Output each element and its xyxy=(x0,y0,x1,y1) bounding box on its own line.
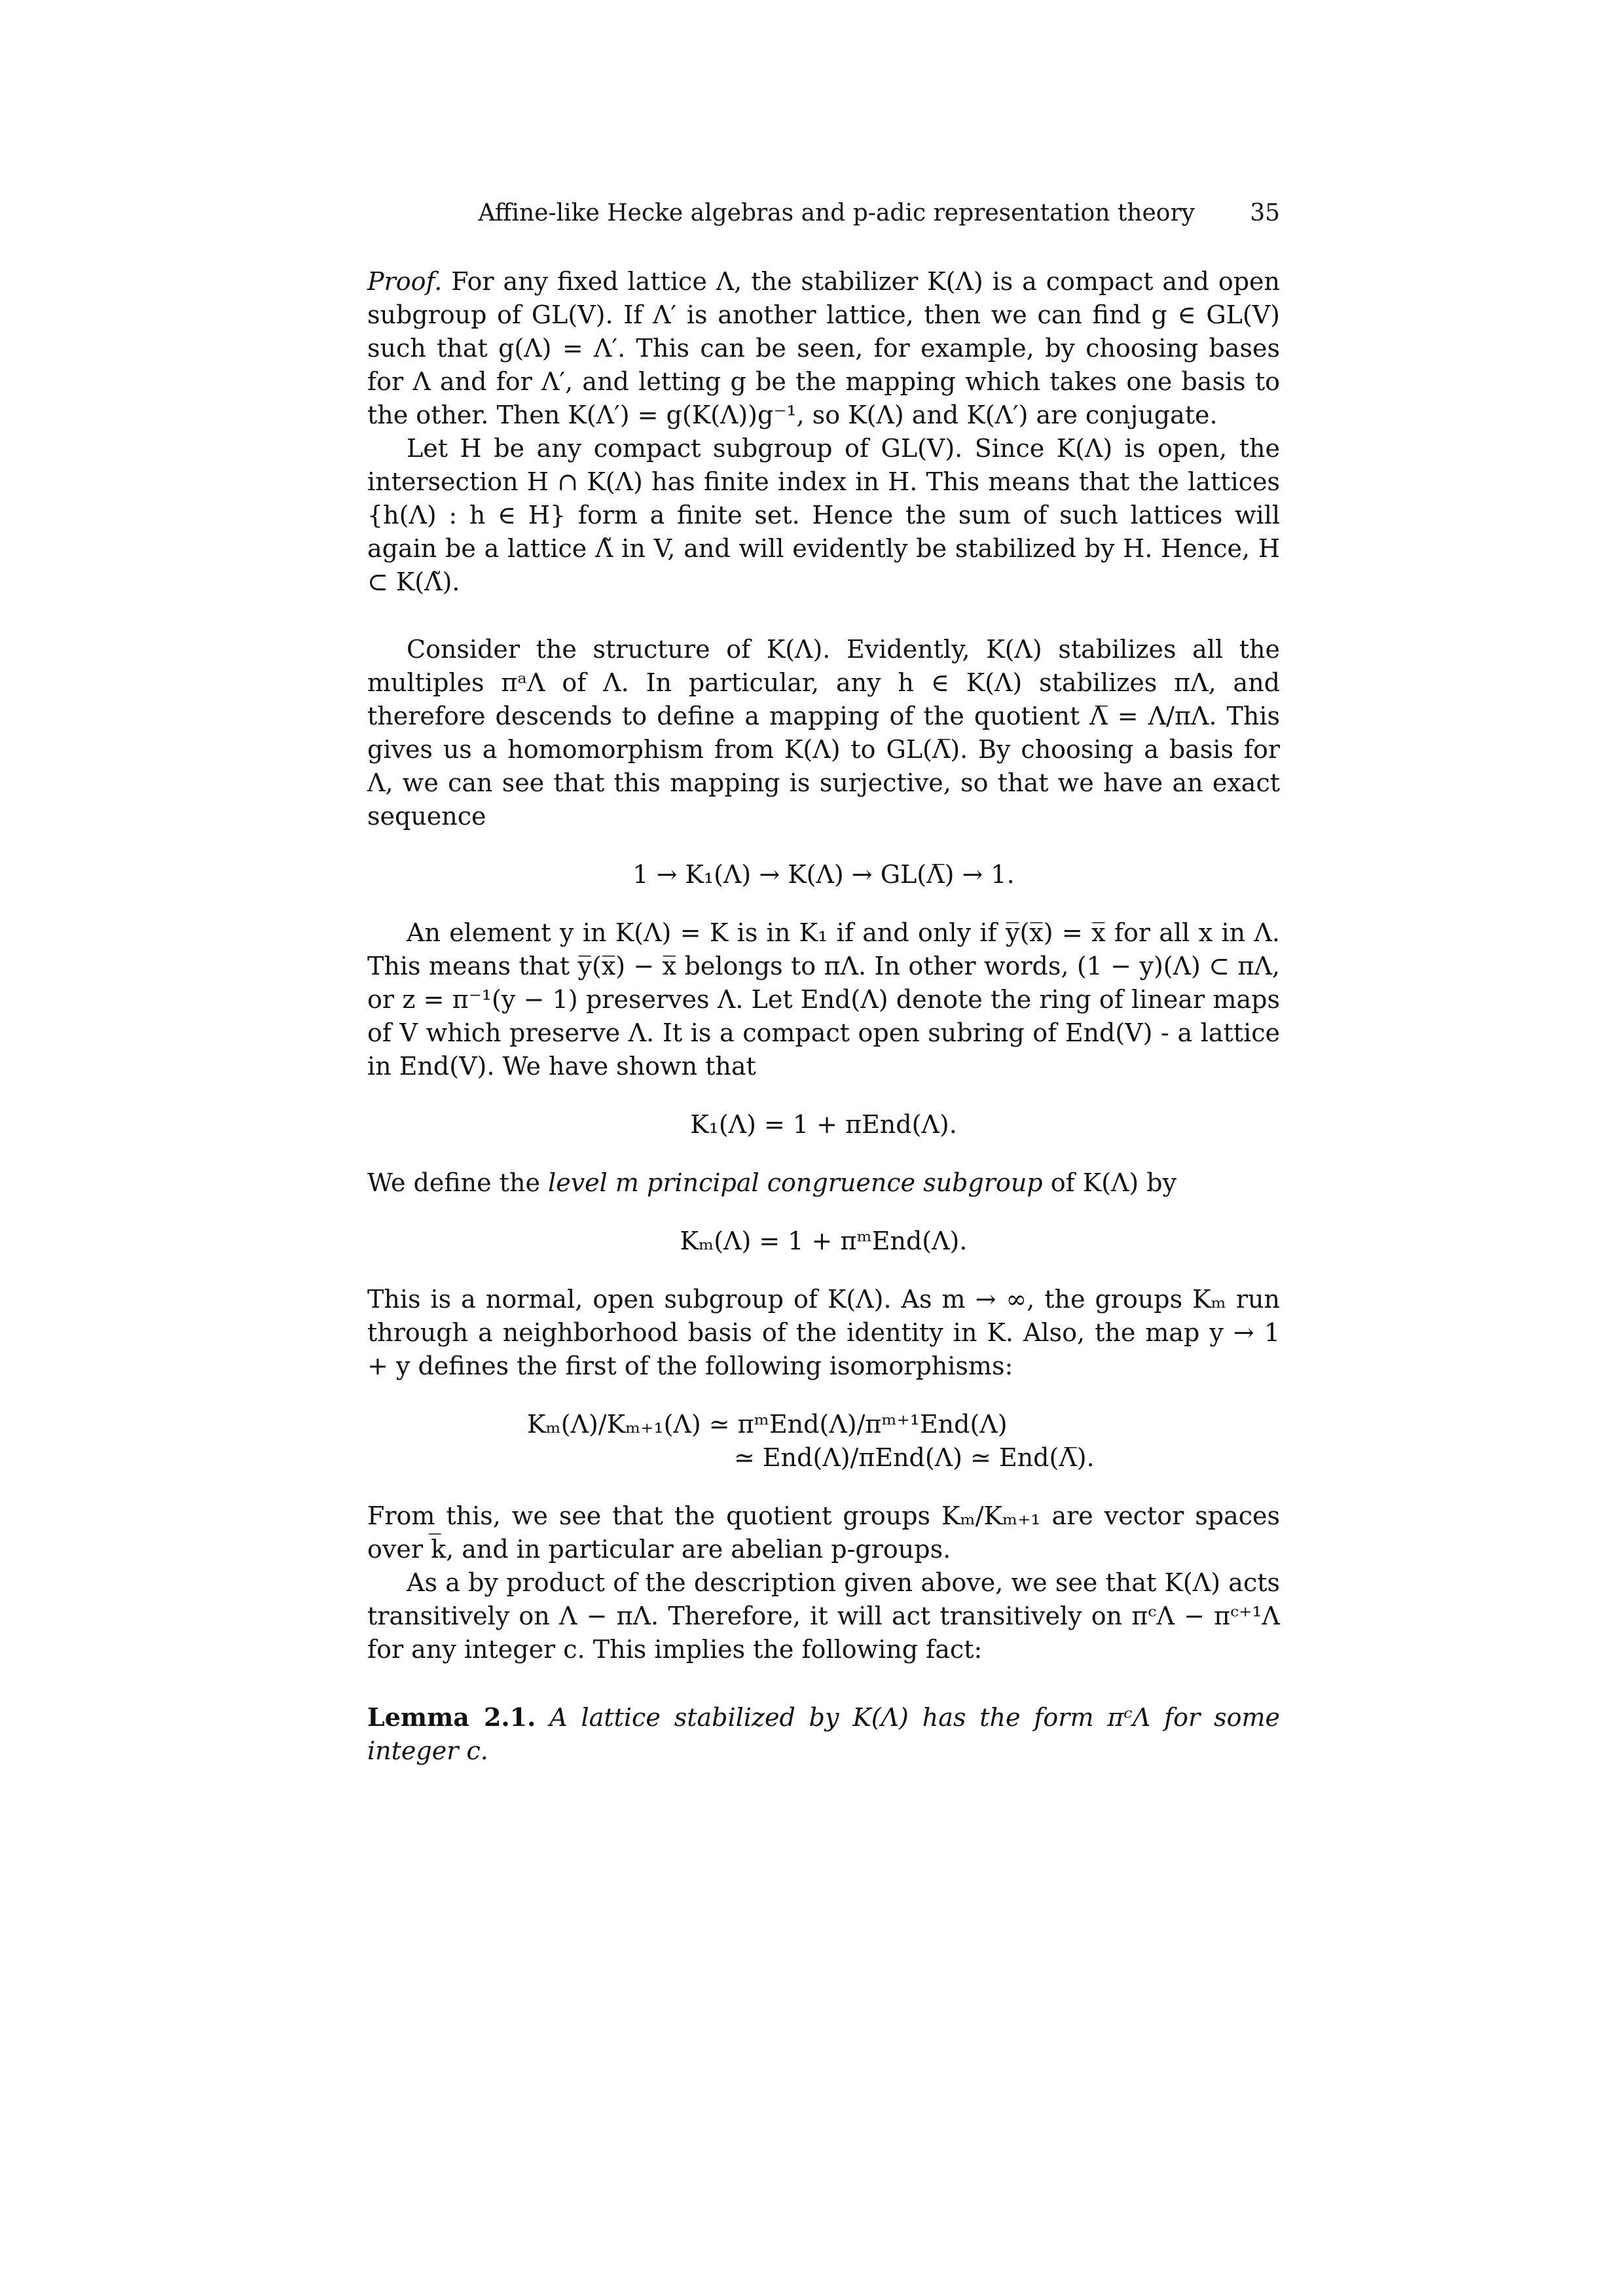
definition-term: level m principal congruence subgroup xyxy=(548,1168,1043,1197)
k1-equation: K₁(Λ) = 1 + πEnd(Λ). xyxy=(690,1110,957,1139)
lemma-paragraph xyxy=(367,1700,1280,1768)
byproduct-paragraph: As a by product of the description given above, we see that K(Λ) acts transitively on Λ − πΛ. Therefore, it will act transitively on πᶜΛ − πᶜ⁺¹Λ for any integer c. This implies the following fact: xyxy=(367,1568,1280,1664)
proof-paragraph xyxy=(367,265,1280,432)
quotient-paragraph: From this, we see that the quotient groups Kₘ/Kₘ₊₁ are vector spaces over k̅, and in particular are abelian p-groups. xyxy=(367,1501,1280,1564)
lemma-text: A lattice stabilized by K(Λ) has the form πᶜΛ for some integer c. xyxy=(367,1703,1280,1765)
page-number: 35 xyxy=(1250,200,1280,226)
isomorphism-line-2: ≃ End(Λ)/πEnd(Λ) ≃ End(Λ̅). xyxy=(734,1443,1095,1472)
km-equation: Kₘ(Λ) = 1 + πᵐEnd(Λ). xyxy=(680,1227,968,1255)
proof-label: Proof. xyxy=(367,267,443,296)
page xyxy=(367,200,1280,1768)
isomorphism-line-1: Kₘ(Λ)/Kₘ₊₁(Λ) ≃ πᵐEnd(Λ)/πᵐ⁺¹End(Λ) xyxy=(527,1410,1008,1439)
isomorphism-equation xyxy=(367,1408,1280,1475)
exact-sequence-equation: 1 → K₁(Λ) → K(Λ) → GL(Λ̅) → 1. xyxy=(632,860,1015,889)
definition-paragraph xyxy=(367,1166,1280,1200)
compact-subgroup-paragraph: Let H be any compact subgroup of GL(V). Since K(Λ) is open, the intersection H ∩ K(Λ) has finite index in H. This means that the lattices {h(Λ) : h ∈ H} form a finite set. Hence the sum of such lattices will again be a lattice Λ̃ in V, and will evidently be stabilized by H. Hence, H ⊂ K(Λ̃). xyxy=(367,434,1280,596)
definition-before: We define the xyxy=(367,1168,549,1197)
running-title: Affine-like Hecke algebras and p-adic representation theory xyxy=(478,200,1195,226)
definition-after: of K(Λ) by xyxy=(1042,1168,1177,1197)
proof-text: For any fixed lattice Λ, the stabilizer K(Λ) is a compact and open subgroup of GL(V). If Λ′ is another lattice, then we can find g ∈ GL(V) such that g(Λ) = Λ′. This can be seen, for example, by choosing bases for Λ and for Λ′, and letting g be the mapping which takes one basis to the other. Then K(Λ′) = g(K(Λ))g⁻¹, so K(Λ) and K(Λ′) are conjugate. xyxy=(367,267,1280,429)
structure-paragraph: Consider the structure of K(Λ). Evidently, K(Λ) stabilizes all the multiples πᵃΛ of Λ. In particular, any h ∈ K(Λ) stabilizes πΛ, and therefore descends to define a mapping of the quotient Λ̅ = Λ/πΛ. This gives us a homomorphism from K(Λ) to GL(Λ̅). By choosing a basis for Λ, we can see that this mapping is surjective, so that we have an exact sequence xyxy=(367,635,1280,831)
element-paragraph: An element y in K(Λ) = K is in K₁ if and only if y̅(x̅) = x̅ for all x in Λ. This means that y̅(x̅) − x̅ belongs to πΛ. In other words, (1 − y)(Λ) ⊂ πΛ, or z = π⁻¹(y − 1) preserves Λ. Let End(Λ) denote the ring of linear maps of V which preserve Λ. It is a compact open subring of End(V) - a lattice in End(V). We have shown that xyxy=(367,918,1280,1081)
normal-subgroup-paragraph: This is a normal, open subgroup of K(Λ). As m → ∞, the groups Kₘ run through a neighborhood basis of the identity in K. Also, the map y → 1 + y defines the first of the following isomorphisms: xyxy=(367,1285,1280,1380)
running-header xyxy=(367,200,1280,239)
lemma-label: Lemma 2.1. xyxy=(367,1702,536,1732)
